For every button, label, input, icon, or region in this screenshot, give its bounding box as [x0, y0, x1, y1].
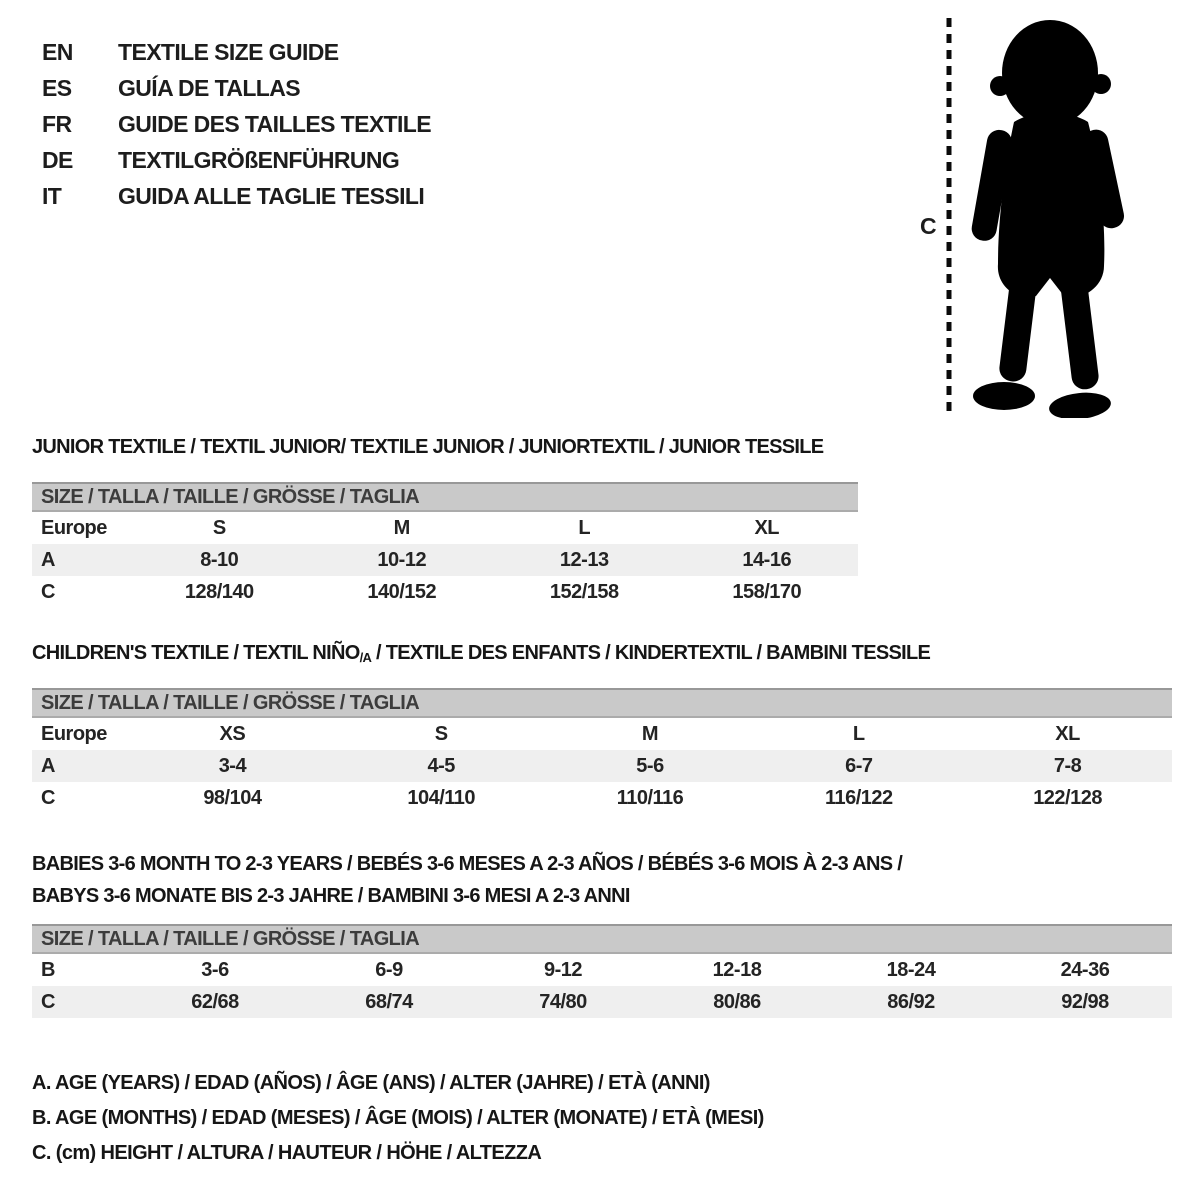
legend-line-c: C. (cm) HEIGHT / ALTURA / HAUTEUR / HÖHE / ALTEZZA: [32, 1142, 542, 1164]
value-cell: L: [852, 722, 865, 745]
legend-line-b: B. AGE (MONTHS) / EDAD (MESES) / ÂGE (MOIS) / ALTER (MONATE) / ETÀ (MESI): [32, 1107, 764, 1129]
lang-code: ES: [42, 74, 72, 101]
babies-section-title: [32, 848, 902, 912]
value-cell: XS: [219, 722, 246, 745]
children-title-prefix: CHILDREN'S TEXTILE / TEXTIL NIÑO: [32, 642, 360, 664]
lang-title: GUIDA ALLE TAGLIE TESSILI: [118, 182, 425, 209]
babies-table: [32, 924, 1172, 1018]
size-header-bar: SIZE / TALLA / TAILLE / GRÖSSE / TAGLIA: [32, 482, 858, 512]
row-label-cell: Europe: [41, 722, 107, 745]
value-cell: 116/122: [824, 786, 893, 809]
lang-row-fr: [42, 106, 431, 142]
children-title-suffix: / TEXTILE DES ENFANTS / KINDERTEXTIL / BAMBINI TESSILE: [371, 642, 931, 664]
value-cell: XL: [754, 516, 780, 539]
dashed-height-line: [944, 16, 954, 418]
lang-code: EN: [42, 38, 73, 65]
value-cell: 110/116: [616, 786, 684, 809]
table-row: [32, 718, 1172, 750]
height-measure-label: C: [920, 213, 937, 239]
value-cell: 3-4: [218, 754, 247, 777]
language-header: [42, 34, 431, 214]
row-label-cell: C: [41, 990, 55, 1013]
lang-title: GUIDE DES TAILLES TEXTILE: [118, 110, 431, 137]
value-cell: 152/158: [549, 580, 619, 603]
lang-row-en: [42, 34, 431, 70]
value-cell: 74/80: [539, 990, 587, 1013]
size-header-bar: SIZE / TALLA / TAILLE / GRÖSSE / TAGLIA: [32, 924, 1172, 954]
value-cell: 158/170: [732, 580, 802, 603]
value-cell: S: [212, 516, 226, 539]
value-cell: 10-12: [377, 548, 427, 571]
value-cell: M: [641, 722, 659, 745]
lang-row-it: [42, 178, 431, 214]
value-cell: 128/140: [184, 580, 254, 603]
lang-row-de: [42, 142, 431, 178]
junior-table: [32, 482, 858, 608]
row-label-cell: B: [41, 958, 55, 981]
table-row: [32, 512, 858, 544]
value-cell: 8-10: [200, 548, 239, 571]
children-table: [32, 688, 1172, 814]
legend-line-a: A. AGE (YEARS) / EDAD (AÑOS) / ÂGE (ANS) / ALTER (JAHRE) / ETÀ (ANNI): [32, 1072, 710, 1094]
value-cell: 3-6: [201, 958, 229, 981]
size-header-bar: SIZE / TALLA / TAILLE / GRÖSSE / TAGLIA: [32, 688, 1172, 718]
table-row: [32, 986, 1172, 1018]
value-cell: 98/104: [203, 786, 262, 809]
value-cell: 80/86: [713, 990, 761, 1013]
row-label-cell: A: [41, 548, 55, 571]
value-cell: 140/152: [367, 580, 437, 603]
value-cell: 68/74: [365, 990, 413, 1013]
row-label-cell: A: [41, 754, 55, 777]
toddler-silhouette-icon: [962, 18, 1132, 418]
lang-row-es: [42, 70, 431, 106]
value-cell: L: [578, 516, 591, 539]
value-cell: 122/128: [1033, 786, 1102, 809]
table-row: [32, 954, 1172, 986]
table-row: [32, 782, 1172, 814]
row-label-cell: C: [41, 580, 55, 603]
value-cell: M: [393, 516, 410, 539]
value-cell: 9-12: [543, 958, 583, 981]
value-cell: XL: [1055, 722, 1080, 745]
value-cell: 12-18: [712, 958, 762, 981]
measurement-legend: [32, 1066, 764, 1171]
value-cell: 6-7: [845, 754, 873, 777]
lang-title: GUÍA DE TALLAS: [118, 74, 300, 101]
value-cell: 18-24: [886, 958, 936, 981]
value-cell: 24-36: [1060, 958, 1110, 981]
value-cell: 12-13: [559, 548, 609, 571]
value-cell: 62/68: [191, 990, 239, 1013]
babies-title-line1: BABIES 3-6 MONTH TO 2-3 YEARS / BEBÉS 3-6 MESES A 2-3 AÑOS / BÉBÉS 3-6 MOIS À 2-3 ANS /: [32, 853, 903, 875]
value-cell: 7-8: [1053, 754, 1082, 777]
lang-code: DE: [42, 146, 73, 173]
lang-title: TEXTILGRÖßENFÜHRUNG: [118, 146, 400, 173]
value-cell: S: [434, 722, 448, 745]
lang-code: IT: [42, 182, 62, 209]
children-section-title: [32, 642, 930, 665]
children-title-subscript: /A: [359, 650, 372, 665]
value-cell: 6-9: [375, 958, 403, 981]
lang-title: TEXTILE SIZE GUIDE: [118, 38, 339, 65]
table-row: [32, 576, 858, 608]
babies-title-line2: BABYS 3-6 MONATE BIS 2-3 JAHRE / BAMBINI 3-6 MESI A 2-3 ANNI: [32, 885, 630, 907]
junior-section-title: JUNIOR TEXTILE / TEXTIL JUNIOR/ TEXTILE JUNIOR / JUNIORTEXTIL / JUNIOR TESSILE: [32, 436, 824, 458]
row-label-cell: Europe: [41, 516, 107, 539]
lang-code: FR: [42, 110, 72, 137]
table-row: [32, 750, 1172, 782]
value-cell: 5-6: [636, 754, 664, 777]
value-cell: 4-5: [427, 754, 455, 777]
table-row: [32, 544, 858, 576]
value-cell: 92/98: [1061, 990, 1109, 1013]
value-cell: 86/92: [887, 990, 935, 1013]
value-cell: 14-16: [742, 548, 792, 571]
measurement-figure: [900, 16, 1160, 422]
value-cell: 104/110: [407, 786, 476, 809]
row-label-cell: C: [41, 786, 55, 809]
